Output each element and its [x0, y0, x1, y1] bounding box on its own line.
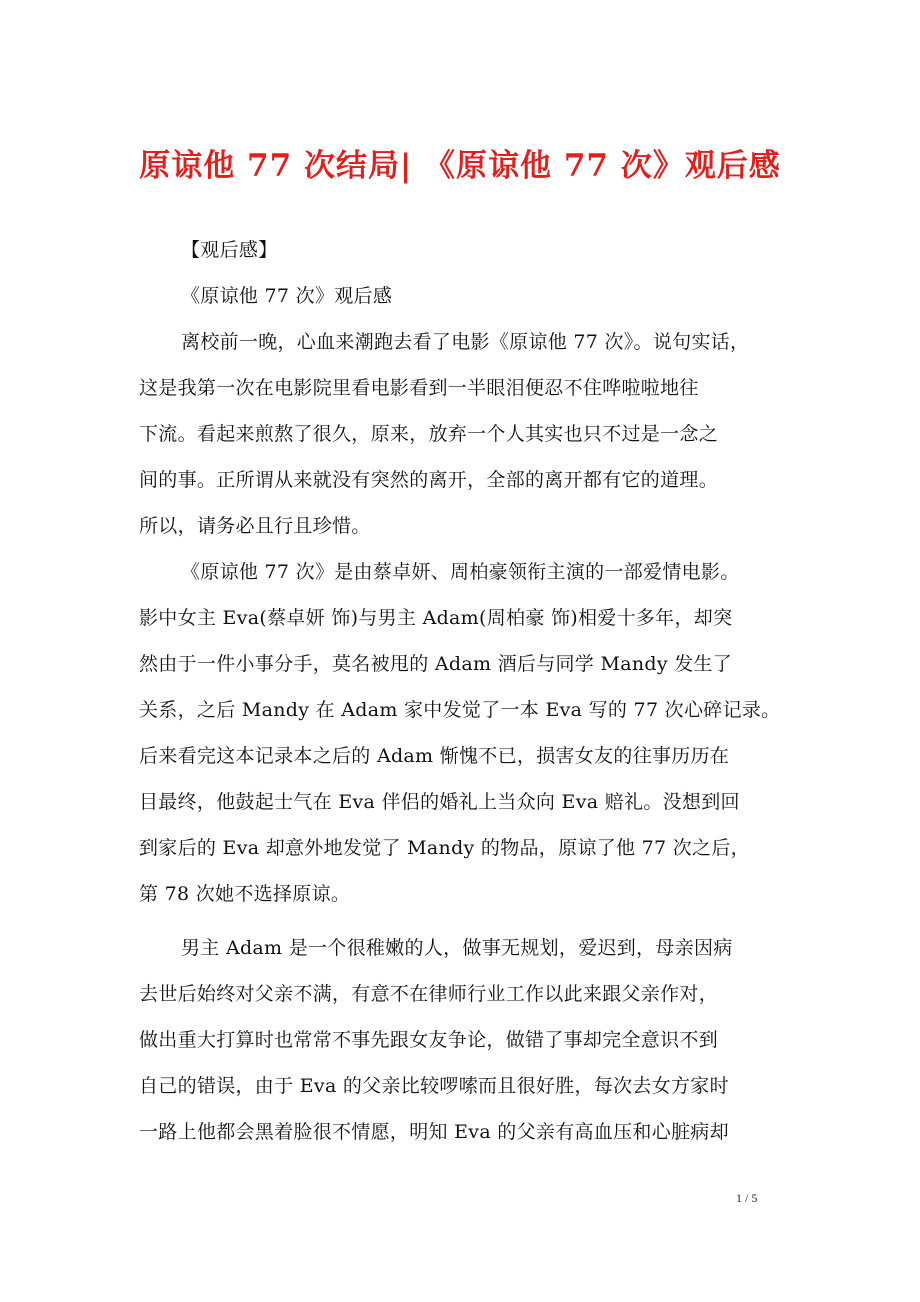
paragraph-line: 后来看完这本记录本之后的 Adam 惭愧不已，损害女友的往事历历在	[139, 745, 730, 767]
paragraph-line: 自己的错误，由于 Eva 的父亲比较啰嗦而且很好胜，每次去女方家时	[139, 1075, 729, 1097]
paragraph-line: 一路上他都会黑着脸很不情愿，明知 Eva 的父亲有高血压和心脏病却	[139, 1121, 729, 1143]
paragraph-line: 下流。看起来煎熬了很久，原来，放弃一个人其实也只不过是一念之	[139, 423, 719, 445]
section-label: 【观后感】	[181, 239, 278, 261]
paragraph-line: 男主 Adam 是一个很稚嫩的人，做事无规划，爱迟到，母亲因病	[181, 937, 733, 959]
paragraph-line: 所以，请务必且行且珍惜。	[139, 515, 371, 537]
document-title: 原谅他 77 次结局| 《原谅他 77 次》观后感	[139, 148, 781, 184]
paragraph-line: 第 78 次她不选择原谅。	[139, 883, 351, 905]
paragraph-line: 《原谅他 77 次》是由蔡卓妍、周柏豪领衔主演的一部爱情电影。	[181, 561, 740, 583]
paragraph-line: 到家后的 Eva 却意外地发觉了 Mandy 的物品，原谅了他 77 次之后，	[139, 837, 750, 859]
paragraph-line: 关系，之后 Mandy 在 Adam 家中发觉了一本 Eva 写的 77 次心碎记录。	[139, 699, 781, 721]
paragraph-3	[139, 925, 789, 1155]
paragraph-gap	[139, 917, 789, 925]
paragraph-2	[139, 549, 789, 917]
paragraph-line: 这是我第一次在电影院里看电影看到一半眼泪便忍不住哗啦啦地往	[139, 377, 699, 399]
paragraph-line: 做出重大打算时也常常不事先跟女友争论，做错了事却完全意识不到	[139, 1029, 719, 1051]
paragraph-line: 然由于一件小事分手，莫名被甩的 Adam 酒后与同学 Mandy 发生了	[139, 653, 733, 675]
page-number: 1 / 5	[736, 1191, 758, 1205]
paragraph-line: 目最终，他鼓起士气在 Eva 伴侣的婚礼上当众向 Eva 赔礼。没想到回	[139, 791, 740, 813]
paragraph-line: 间的事。正所谓从来就没有突然的离开，全部的离开都有它的道理。	[139, 469, 719, 491]
document-body	[139, 227, 789, 1155]
paragraph-line: 去世后始终对父亲不满，有意不在律师行业工作以此来跟父亲作对，	[139, 983, 719, 1005]
document-subtitle: 《原谅他 77 次》观后感	[181, 285, 393, 307]
paragraph-1	[139, 319, 789, 549]
paragraph-line: 影中女主 Eva(蔡卓妍 饰)与男主 Adam(周柏豪 饰)相爱十多年，却突	[139, 607, 733, 629]
paragraph-line: 离校前一晚，心血来潮跑去看了电影《原谅他 77 次》。说句实话，	[181, 331, 750, 353]
